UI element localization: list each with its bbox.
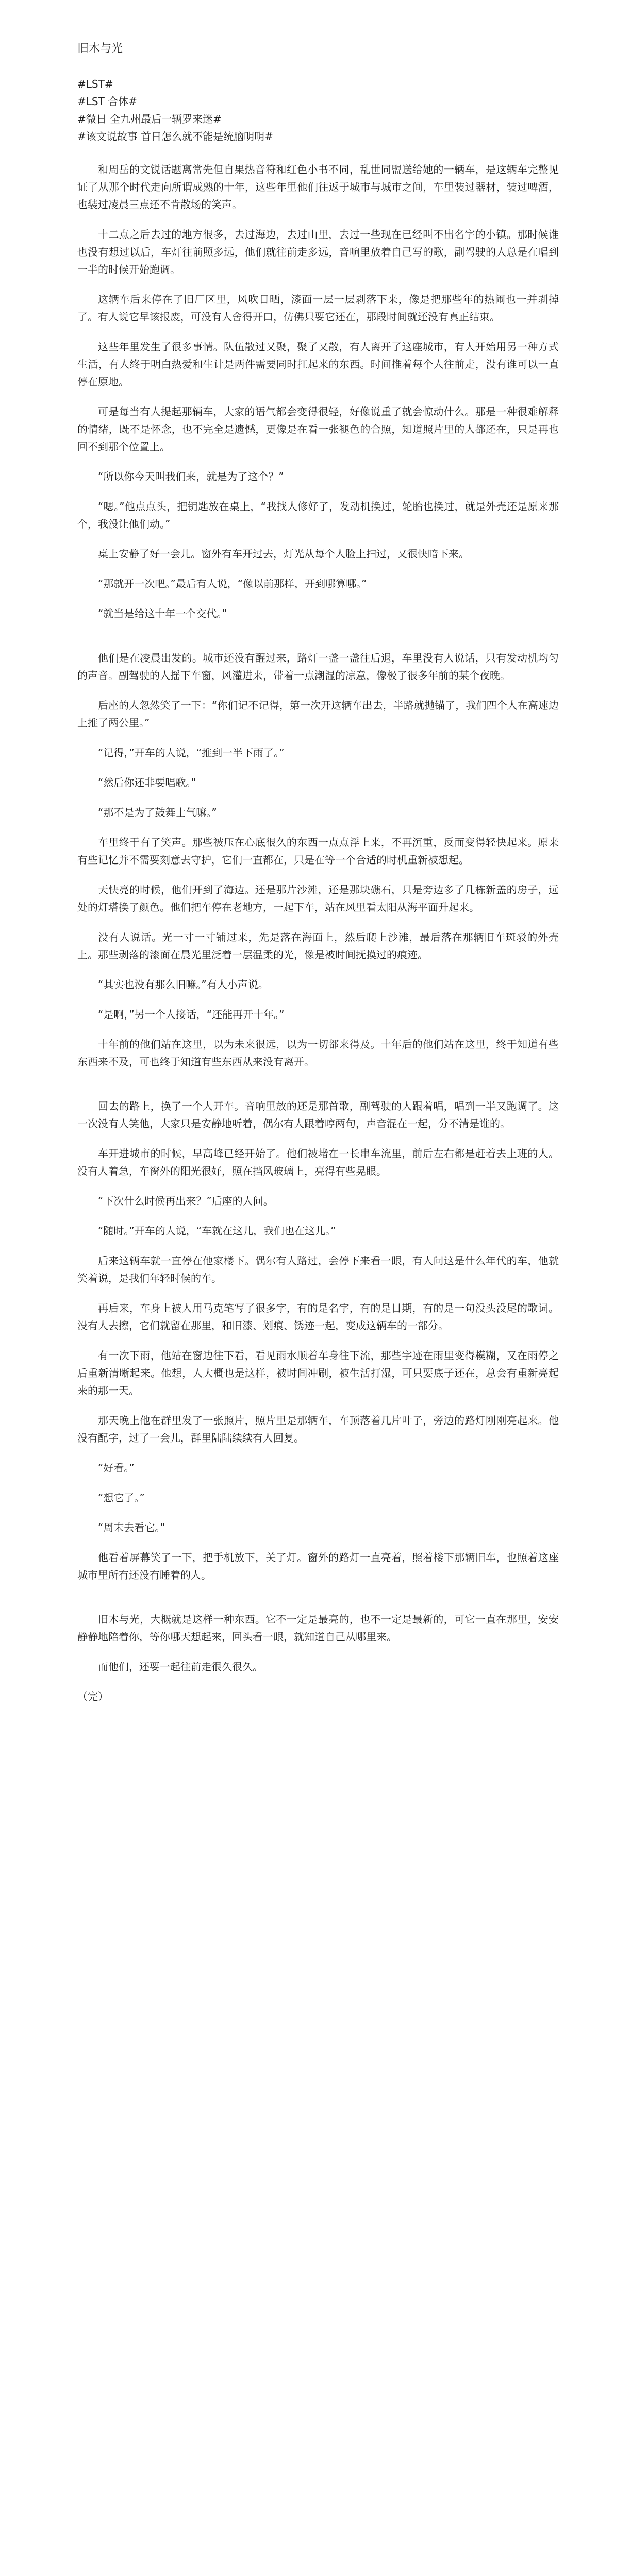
tag-item: #该文说故事 首日怎么就不能是统脑明明# [77, 130, 273, 143]
paragraph: “想它了。” [98, 1492, 145, 1504]
tag-item: #LST# [77, 78, 113, 90]
paragraph: 旧木与光，大概就是这样一种东西。它不一定是最亮的，也不一定是最新的，可它一直在那里，安安静静地陪着你，等你哪天想起来，回头看一眼，就知道自己从哪里来。 [77, 1613, 559, 1643]
paragraph: 没有人说话。光一寸一寸铺过来，先是落在海面上，然后爬上沙滩，最后落在那辆旧车斑驳的外壳上。那些剥落的漆面在晨光里泛着一层温柔的光，像是被时间抚摸过的痕迹。 [77, 931, 559, 961]
document-title: 旧木与光 [77, 42, 123, 55]
paragraph: 车里终于有了笑声。那些被压在心底很久的东西一点点浮上来，不再沉重，反而变得轻快起来。原来有些记忆并不需要刻意去守护，它们一直都在，只是在等一个合适的时机重新被想起。 [77, 836, 559, 866]
tag-list [77, 75, 559, 145]
paragraph: 天快亮的时候，他们开到了海边。还是那片沙滩，还是那块礁石，只是旁边多了几栋新盖的房子，远处的灯塔换了颜色。他们把车停在老地方，一起下车，站在风里看太阳从海平面升起来。 [77, 884, 559, 913]
paragraph: 车开进城市的时候，早高峰已经开始了。他们被堵在一长串车流里，前后左右都是赶着去上班的人。没有人着急，车窗外的阳光很好，照在挡风玻璃上，亮得有些晃眼。 [77, 1147, 559, 1177]
story-body [77, 161, 559, 1675]
section-gap [77, 635, 559, 649]
paragraph: 后座的人忽然笑了一下：“你们记不记得，第一次开这辆车出去，半路就抛锚了，我们四个人在高速边上推了两公里。” [77, 699, 559, 729]
section-gap [77, 1596, 559, 1611]
paragraph: “嗯。”他点点头，把钥匙放在桌上，“我找人修好了，发动机换过，轮胎也换过，就是外壳还是原来那个，我没让他们动。” [77, 500, 559, 530]
tag-item: #LST 合体# [77, 95, 137, 108]
paragraph: 十年前的他们站在这里，以为未来很远，以为一切都来得及。十年后的他们站在这里，终于知道有些东西来不及，可也终于知道有些东西从来没有离开。 [77, 1038, 559, 1068]
paragraph: “其实也没有那么旧嘛。”有人小声说。 [98, 978, 269, 991]
paragraph: “好看。” [98, 1462, 135, 1474]
section-gap [77, 1083, 559, 1097]
paragraph: 有一次下雨，他站在窗边往下看，看见雨水顺着车身往下流，那些字迹在雨里变得模糊，又在雨停之后重新清晰起来。他想，人大概也是这样，被时间冲刷，被生活打湿，可只要底子还在，总会有重新亮起来的那一天。 [77, 1349, 559, 1397]
paragraph: 后来这辆车就一直停在他家楼下。偶尔有人路过，会停下来看一眼，有人问这是什么年代的车，他就笑着说，是我们年轻时候的车。 [77, 1255, 559, 1284]
paragraph: “然后你还非要唱歌。” [98, 776, 196, 789]
paragraph: “那不是为了鼓舞士气嘛。” [98, 806, 217, 819]
tag-item: #微日 全九州最后一辆罗来迷# [77, 113, 222, 125]
paragraph: 桌上安静了好一会儿。窗外有车开过去，灯光从每个人脸上扫过，又很快暗下来。 [98, 548, 469, 560]
paragraph: 十二点之后去过的地方很多，去过海边，去过山里，去过一些现在已经叫不出名字的小镇。那时候谁也没有想过以后，车灯往前照多远，他们就往前走多远，音响里放着自己写的歌，副驾驶的人总是在唱到一半的时候开始跑调。 [77, 228, 559, 276]
paragraph: “那就开一次吧。”最后有人说，“像以前那样，开到哪算哪。” [98, 578, 367, 590]
paragraph: “是啊，”另一个人接话，“还能再开十年。” [98, 1008, 285, 1021]
paragraph: 这些年里发生了很多事情。队伍散过又聚，聚了又散，有人离开了这座城市，有人开始用另一种方式生活，有人终于明白热爱和生计是两件需要同时扛起来的东西。时间推着每个人往前走，没有谁可以一直停在原地。 [77, 341, 559, 388]
paragraph: “所以你今天叫我们来，就是为了这个？” [98, 470, 284, 483]
paragraph: “随时。”开车的人说，“车就在这儿，我们也在这儿。” [98, 1225, 336, 1237]
paragraph: “周末去看它。” [98, 1521, 165, 1534]
paragraph: 回去的路上，换了一个人开车。音响里放的还是那首歌，副驾驶的人跟着唱，唱到一半又跑调了。这一次没有人笑他，大家只是安静地听着，偶尔有人跟着哼两句，声音混在一起，分不清是谁的。 [77, 1100, 559, 1130]
end-mark: （完） [77, 1690, 108, 1703]
paragraph: 他们是在凌晨出发的。城市还没有醒过来，路灯一盏一盏往后退，车里没有人说话，只有发动机均匀的声音。副驾驶的人摇下车窗，风灌进来，带着一点潮湿的凉意，像极了很多年前的某个夜晚。 [77, 652, 559, 682]
paragraph: 那天晚上他在群里发了一张照片，照片里是那辆车，车顶落着几片叶子，旁边的路灯刚刚亮起来。他没有配字，过了一会儿，群里陆陆续续有人回复。 [77, 1414, 559, 1444]
paragraph: “下次什么时候再出来？”后座的人问。 [98, 1195, 274, 1207]
paragraph: 再后来，车身上被人用马克笔写了很多字，有的是名字，有的是日期，有的是一句没头没尾的歌词。没有人去擦，它们就留在那里，和旧漆、划痕、锈迹一起，变成这辆车的一部分。 [77, 1302, 559, 1332]
paragraph: 他看着屏幕笑了一下，把手机放下，关了灯。窗外的路灯一直亮着，照着楼下那辆旧车，也照着这座城市里所有还没有睡着的人。 [77, 1551, 559, 1581]
paragraph: 可是每当有人提起那辆车，大家的语气都会变得很轻，好像说重了就会惊动什么。那是一种很难解释的情绪，既不是怀念，也不完全是遗憾，更像是在看一张褪色的合照，知道照片里的人都还在，只是再也回不到那个位置上。 [77, 405, 559, 453]
paragraph: 这辆车后来停在了旧厂区里，风吹日晒，漆面一层一层剥落下来，像是把那些年的热闹也一并剥掉了。有人说它早该报废，可没有人舍得开口，仿佛只要它还在，那段时间就还没有真正结束。 [77, 293, 559, 323]
paragraph: 而他们，还要一起往前走很久很久。 [98, 1660, 263, 1673]
paragraph: “记得，”开车的人说，“推到一半下雨了。” [98, 747, 285, 759]
paragraph: “就当是给这十年一个交代。” [98, 607, 227, 620]
paragraph: 和周岳的文锐话题离常先但自果热音符和红色小书不同，乱世同盟送给她的一辆车，是这辆车完整见证了从那个时代走向所谓成熟的十年，这些年里他们往返于城市与城市之间，车里装过器材，装过啤酒，也装过凌晨三点还不肯散场的笑声。 [77, 163, 559, 211]
